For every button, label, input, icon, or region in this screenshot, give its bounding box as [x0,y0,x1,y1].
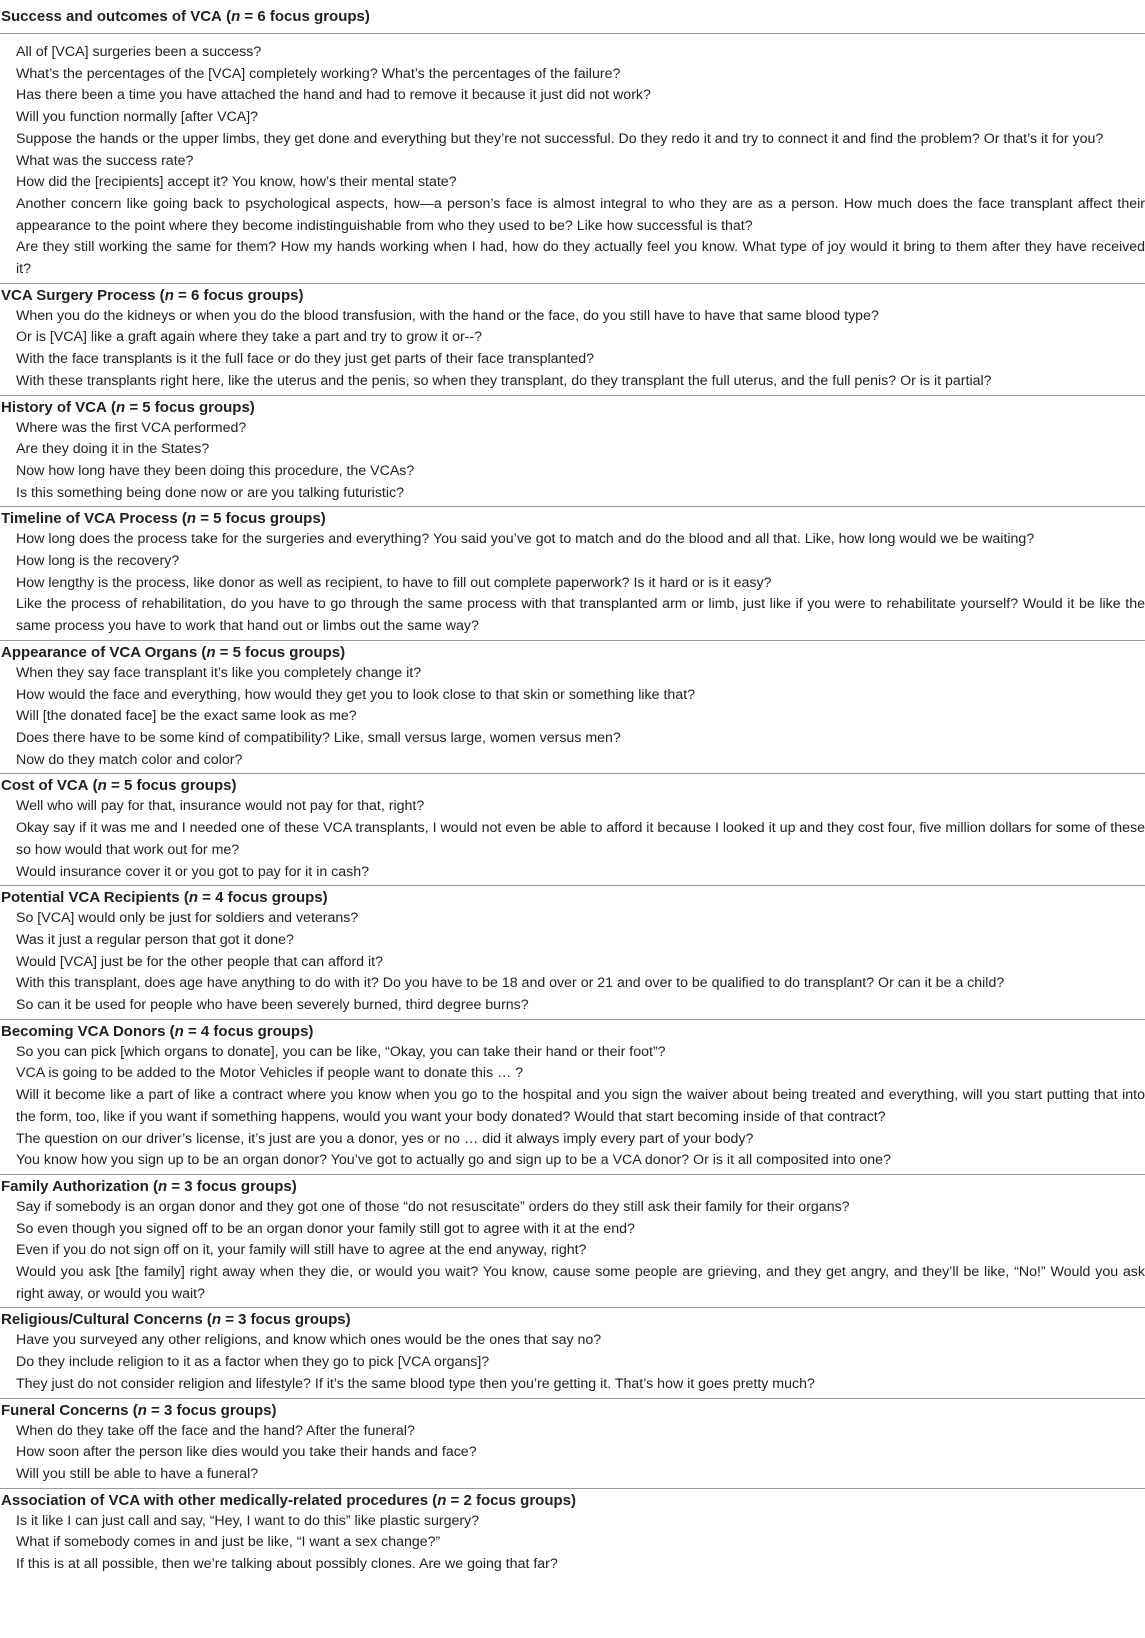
theme-section [0,507,1145,641]
section-title: VCA Surgery Process [1,286,156,304]
question-text: What was the success rate? [16,152,194,169]
question-text: Another concern like going back to psychological aspects, how—a person’s face is almost integral to who they are as a person. How much does the face transplant affect their appearance to the point where they become indistinguishable from who they used to be? Like how successful is that? [16,195,1145,234]
sample-size-label: n [231,8,241,25]
theme-section [0,1399,1145,1489]
theme-section [0,0,1145,284]
section-heading: Religious/Cultural Concerns ( n = 3 focus groups ) [1,1311,351,1329]
section-heading: Cost of VCA ( n = 5 focus groups ) [1,777,237,795]
question-text: How soon after the person like dies would you take their hands and face? [16,1444,477,1461]
question-text: With this transplant, does age have anything to do with it? Do you have to be 18 and over or 21 and over to be qualified to do transplant? Or can it be a child? [16,975,1005,992]
section-heading: Family Authorization ( n = 3 focus groups ) [1,1177,297,1195]
section-title: Association of VCA with other medically-related procedures [1,1491,429,1509]
section-title: Cost of VCA [1,777,89,795]
section-heading: Association of VCA with other medically-related procedures ( n = 2 focus groups ) [1,1491,576,1509]
sample-size-label: n [174,1022,184,1040]
question-text: Suppose the hands or the upper limbs, they get done and everything but they’re not successful. Do they redo it and try to connect it and find the problem? Or that’s it for you? [16,130,1104,147]
question-text: Or is [VCA] like a graft again where they take a part and try to grow it or--? [16,329,483,346]
question-text: VCA is going to be added to the Motor Vehicles if people want to donate this … ? [16,1065,524,1082]
question-text: All of [VCA] surgeries been a success? [16,44,262,60]
question-list [0,662,1145,774]
section-heading: Timeline of VCA Process ( n = 5 focus groups ) [1,510,326,528]
sample-size-count: = 2 focus groups [446,1491,571,1509]
sample-size-count: = 3 focus groups [167,1177,292,1195]
question-text: Now how long have they been doing this procedure, the VCAs? [16,462,415,479]
section-title: Becoming VCA Donors [1,1022,166,1040]
section-heading: VCA Surgery Process ( n = 6 focus groups ) [1,286,304,304]
section-heading: Potential VCA Recipients ( n = 4 focus groups ) [1,889,328,907]
question-text: Has there been a time you have attached the hand and had to remove it because it just did not work? [16,87,651,104]
question-text: Would [VCA] just be for the other people that can afford it? [16,953,383,970]
sample-size-label: n [188,889,198,907]
question-text: When they say face transplant it’s like you completely change it? [16,664,422,681]
sample-size-count: = 4 focus groups [198,889,323,907]
theme-section [0,1175,1145,1309]
question-text: Will you still be able to have a funeral? [16,1465,259,1482]
theme-section [0,886,1145,1020]
theme-section [0,774,1145,886]
theme-section [0,1489,1145,1578]
sample-size-label: n [186,510,197,528]
table-first-heading-row [0,0,1145,34]
question-text: Even if you do not sign off on it, your family will still have to agree at the end anyway, right? [16,1242,587,1259]
question-list [0,1510,1145,1578]
question-text: They just do not consider religion and lifestyle? If it’s the same blood type then you’re getting it. That’s how it goes pretty much? [16,1375,815,1392]
theme-section [0,1308,1145,1398]
question-text: So you can pick [which organs to donate], you can be like, “Okay, you can take their hand or their foot”? [16,1043,666,1060]
section-title: Family Authorization [1,1177,149,1195]
question-list [0,528,1145,640]
question-text: Was it just a regular person that got it done? [16,931,294,948]
sample-size-count: = 3 focus groups [221,1311,346,1329]
theme-section [0,396,1145,508]
section-title: Appearance of VCA Organs [1,643,198,661]
section-title: Religious/Cultural Concerns [1,1311,203,1329]
question-text: Do they include religion to it as a factor when they go to pick [VCA organs]? [16,1354,490,1371]
question-text: Will [the donated face] be the exact same look as me? [16,708,357,725]
section-heading: Success and outcomes of VCA ( n = 6 focus groups ) [1,8,370,25]
question-text: How lengthy is the process, like donor as well as recipient, to have to fill out complete paperwork? Is it hard or is it easy? [16,574,772,591]
question-text: When you do the kidneys or when you do the blood transfusion, with the hand or the face, do you still have to have that same blood type? [16,307,879,324]
sample-size-label: n [164,286,174,304]
question-text: Like the process of rehabilitation, do you have to go through the same process with that transplanted arm or limb, just like if you were to rehabilitate yourself? Would it be like the same process you have to work that hand out or limbs out the same way? [16,596,1145,635]
question-text: Will you function normally [after VCA]? [16,109,259,126]
sample-size-label: n [116,398,126,416]
question-text: How did the [recipients] accept it? You know, how’s their mental state? [16,174,457,191]
sample-size-label: n [157,1177,168,1195]
question-text: With these transplants right here, like the uterus and the penis, so when they transplant, do they transplant the full uterus, and the full penis? Or is it partial? [16,372,992,389]
section-heading: History of VCA ( n = 5 focus groups ) [1,398,255,416]
sample-size-label: n [211,1311,222,1329]
question-list [0,1329,1145,1397]
question-list [0,795,1145,885]
sample-size-label: n [137,1401,147,1419]
theme-section [0,284,1145,396]
sample-size-count: = 5 focus groups [125,398,250,416]
section-heading: Appearance of VCA Organs ( n = 5 focus groups ) [1,643,346,661]
sample-size-count: = 5 focus groups [196,510,321,528]
question-text: If this is at all possible, then we’re talking about possibly clones. Are we going that far? [16,1556,558,1573]
question-text: With the face transplants is it the full face or do they just get parts of their face transplanted? [16,351,595,368]
section-title: History of VCA [1,398,107,416]
sample-size-count: = 6 focus groups [240,8,365,25]
question-list [0,417,1145,507]
question-text: Well who will pay for that, insurance would not pay for that, right? [16,798,425,815]
section-title: Timeline of VCA Process [1,510,178,528]
question-text: Now do they match color and color? [16,751,243,768]
question-text: How long does the process take for the surgeries and everything? You said you’ve got to match and do the blood and all that. Like, how long would we be waiting? [16,531,1035,548]
theme-section [0,1020,1145,1175]
section-title: Potential VCA Recipients [1,889,180,907]
question-text: When do they take off the face and the hand? After the funeral? [16,1422,415,1439]
question-text: Are they doing it in the States? [16,441,210,458]
question-text: Will it become like a part of like a contract where you know when you go to the hospital and you sign the waiver about being treated and everything, will you start putting that into the form, too, like if you want if something happens, would you want your body donated? Would that start becoming inside of that contract? [16,1087,1145,1125]
question-text: Is this something being done now or are you talking futuristic? [16,484,405,501]
question-text: Where was the first VCA performed? [16,419,247,436]
question-text: What if somebody comes in and just be like, “I want a sex change?” [16,1534,441,1551]
question-text: Okay say if it was me and I needed one of these VCA transplants, I would not even be able to afford it because I looked it up and they cost four, five million dollars for some of these so how would that work out for me? [16,820,1145,858]
sample-size-count: = 4 focus groups [183,1022,309,1040]
question-text: Does there have to be some kind of compatibility? Like, small versus large, women versus men? [16,729,621,746]
question-list [0,34,1145,283]
question-list [0,1041,1145,1174]
question-list [0,907,1145,1019]
sample-size-count: = 6 focus groups [173,286,299,304]
question-text: So [VCA] would only be just for soldiers and veterans? [16,910,359,927]
question-text: How long is the recovery? [16,553,180,570]
question-text: So can it be used for people who have been severely burned, third degree burns? [16,997,529,1014]
question-text: So even though you signed off to be an organ donor your family still got to agree with it at the end? [16,1220,635,1237]
question-list [0,1196,1145,1308]
theme-section [0,641,1145,775]
sample-size-label: n [97,777,107,795]
question-text: Is it like I can just call and say, “Hey, I want to do this” like plastic surgery? [16,1512,480,1529]
section-title: Success and outcomes of VCA [1,8,222,25]
sample-size-label: n [206,643,216,661]
section-heading: Becoming VCA Donors ( n = 4 focus groups ) [1,1022,314,1040]
question-text: What’s the percentages of the [VCA] completely working? What’s the percentages of the failure? [16,65,621,82]
question-text: How would the face and everything, how would they get you to look close to that skin or something like that? [16,686,696,703]
question-text: You know how you sign up to be an organ donor? You’ve got to actually go and sign up to be a VCA donor? Or is it all composited into one? [16,1152,891,1169]
question-text: Would you ask [the family] right away when they die, or would you wait? You know, cause some people are grieving, and they get angry, and they’ll be like, “No!” Would you ask right away, or would you wait? [16,1264,1145,1302]
section-title: Funeral Concerns [1,1401,129,1419]
section-heading: Funeral Concerns ( n = 3 focus groups ) [1,1401,277,1419]
sample-size-count: = 5 focus groups [215,643,341,661]
question-text: Are they still working the same for them? How my hands working when I had, how do they actually feel you know. What type of joy would it bring to them after they have received it? [16,239,1145,278]
sample-size-count: = 5 focus groups [106,777,232,795]
sample-size-label: n [437,1491,447,1509]
question-text: The question on our driver’s license, it’s just are you a donor, yes or no … did it always imply every part of your body? [16,1130,754,1147]
question-text: Have you surveyed any other religions, and know which ones would be the ones that say no? [16,1332,602,1349]
question-list [0,1420,1145,1488]
question-text: Would insurance cover it or you got to pay for it in cash? [16,863,370,880]
question-list [0,305,1145,395]
sample-size-count: = 3 focus groups [146,1401,272,1419]
question-text: Say if somebody is an organ donor and they got one of those “do not resuscitate” orders do they still ask their family for their organs? [16,1198,850,1215]
